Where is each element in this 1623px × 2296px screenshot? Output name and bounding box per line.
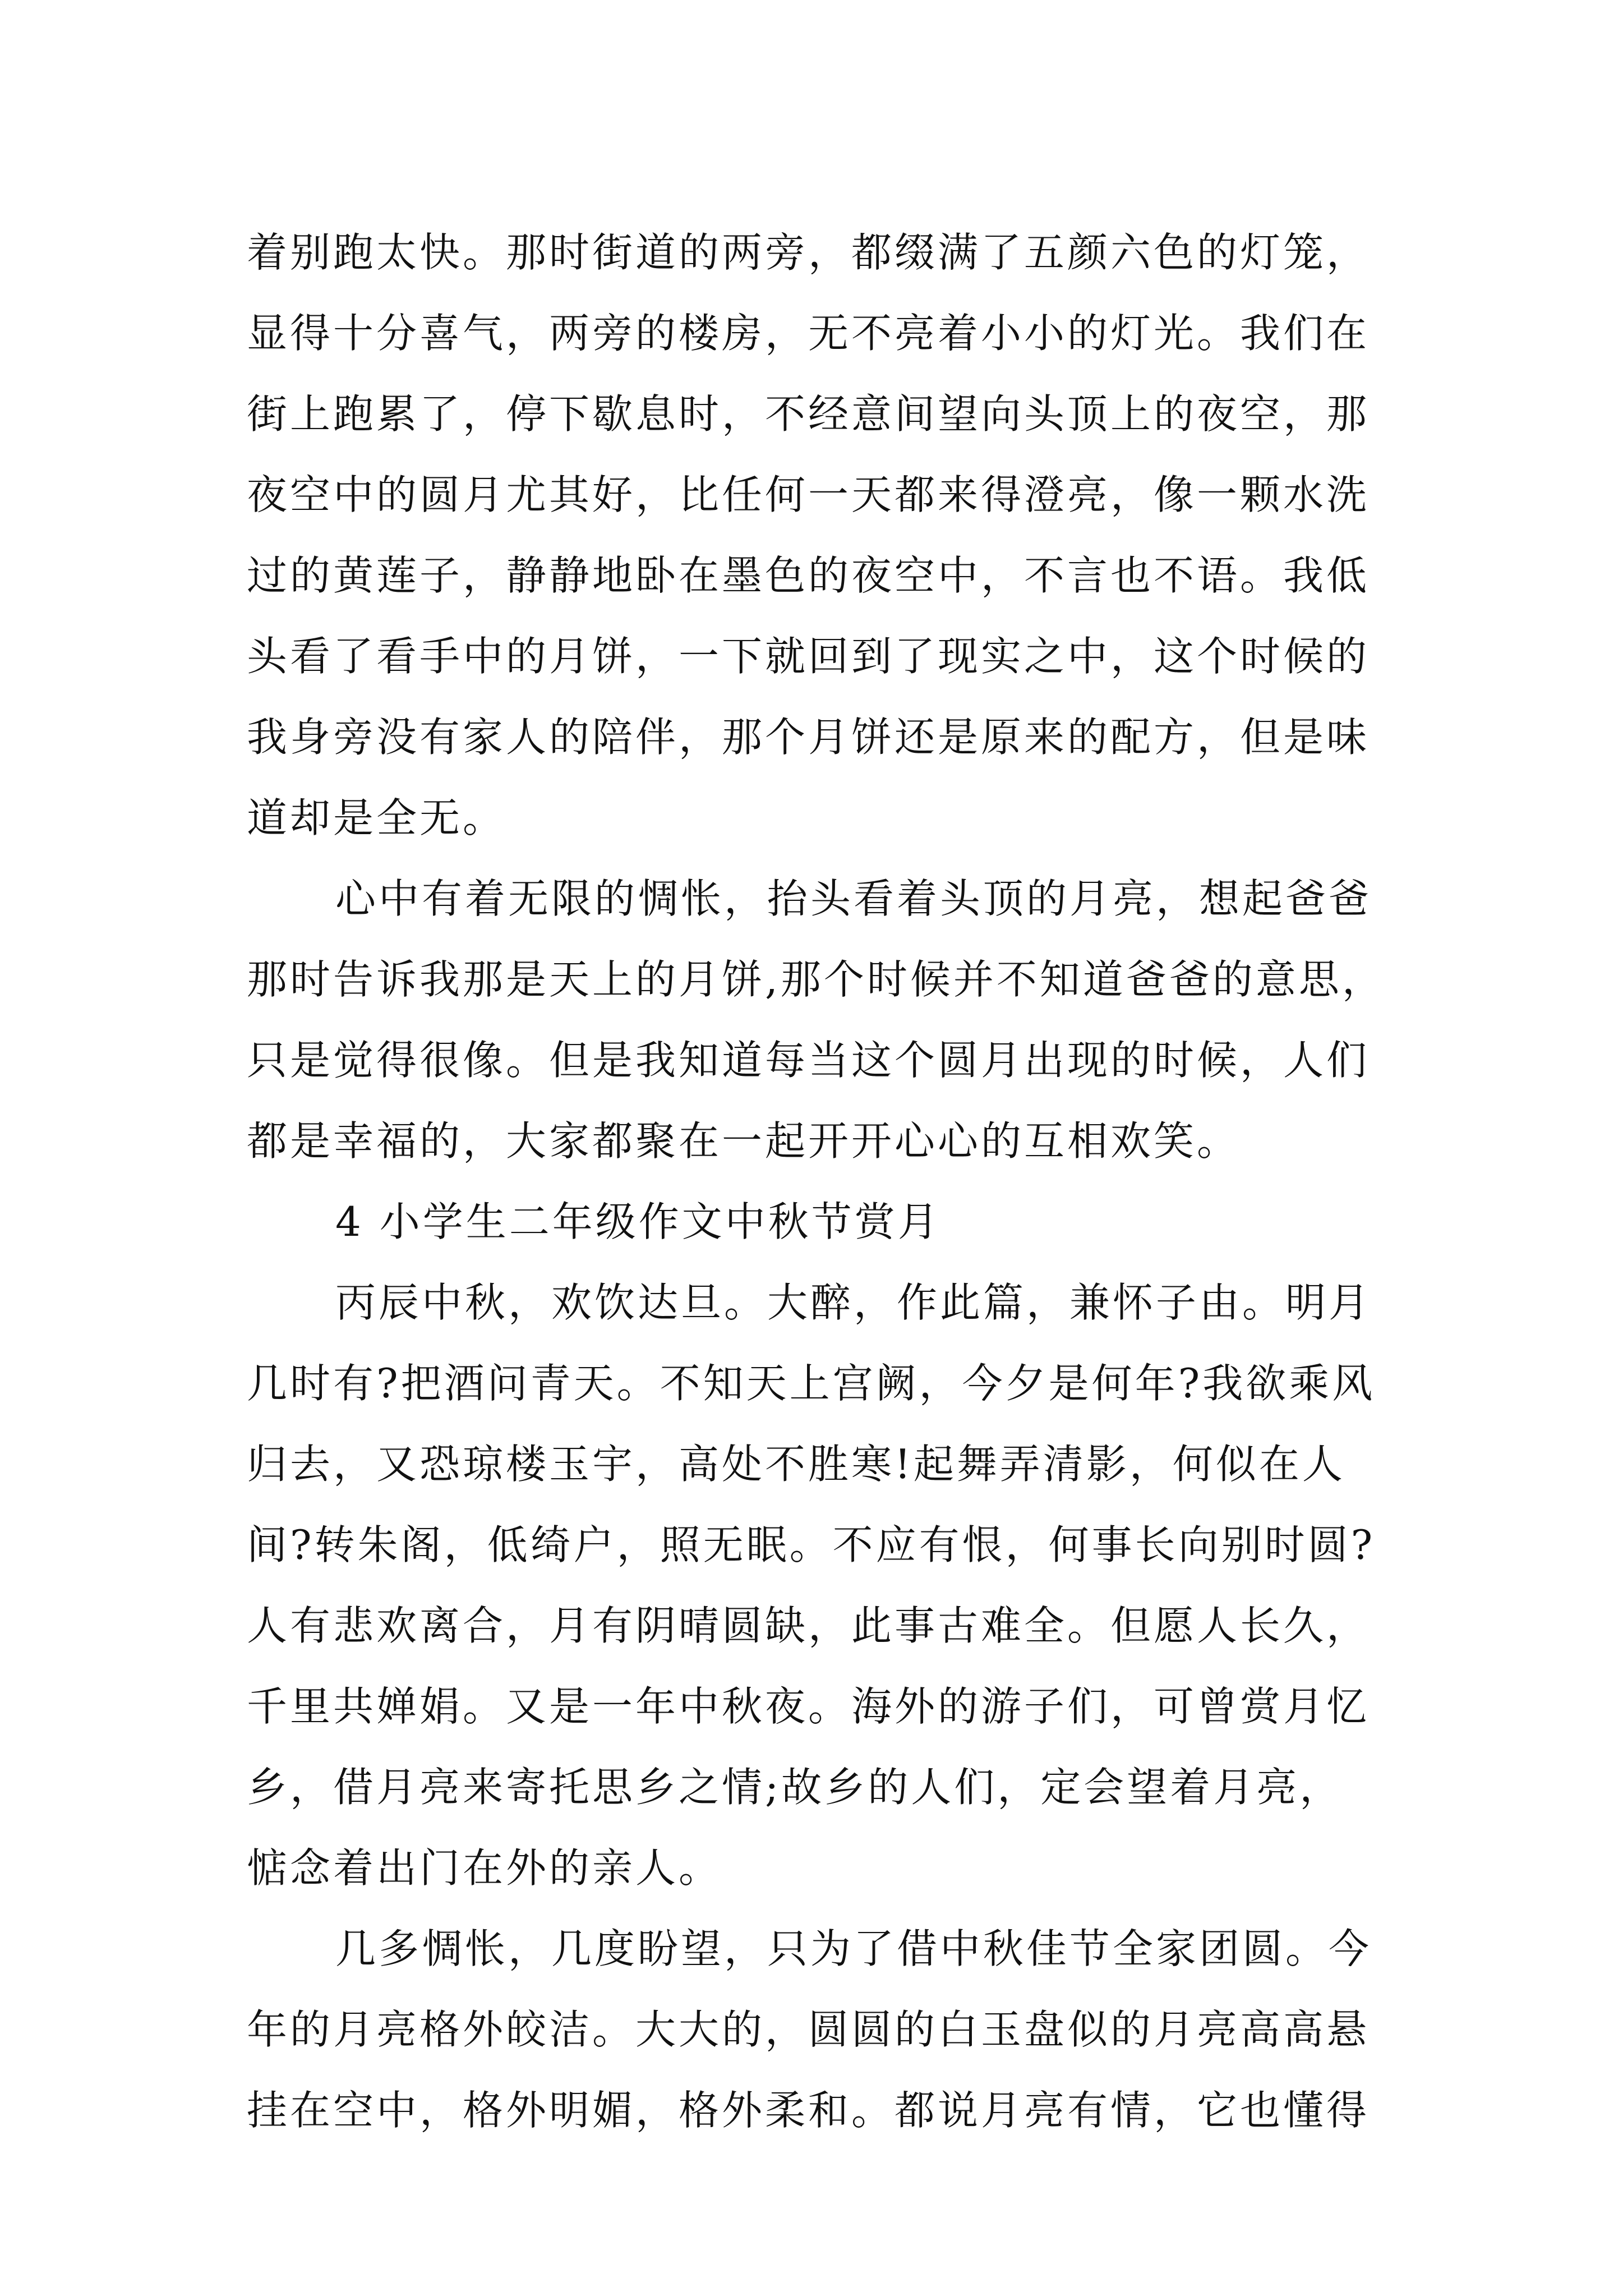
text-line: 都是幸福的，大家都聚在一起开开心心的互相欢笑。: [247, 1117, 1241, 1165]
text-line: 挂在空中，格外明媚，格外柔和。都说月亮有情，它也懂得: [247, 2087, 1370, 2134]
text-line: 过的黄莲子，静静地卧在墨色的夜空中，不言也不语。我低: [247, 552, 1370, 599]
text-line: 道却是全无。: [247, 794, 506, 841]
text-line: 只是觉得很像。但是我知道每当这个圆月出现的时候，人们: [247, 1037, 1370, 1084]
text-line: 归去，又恐琼楼玉宇，高处不胜寒!起舞弄清影，何似在人: [247, 1441, 1345, 1488]
text-line: 丙辰中秋，欢饮达旦。大醉，作此篇，兼怀子由。明月: [335, 1279, 1372, 1326]
text-line: 惦念着出门在外的亲人。: [247, 1844, 722, 1892]
text-line: 我身旁没有家人的陪伴，那个月饼还是原来的配方，但是味: [247, 714, 1370, 761]
text-line: 着别跑太快。那时街道的两旁，都缀满了五颜六色的灯笼，: [247, 229, 1370, 276]
text-line: 千里共婵娟。又是一年中秋夜。海外的游子们，可曾赏月忆: [247, 1683, 1370, 1730]
text-line: 年的月亮格外皎洁。大大的，圆圆的白玉盘似的月亮高高悬: [247, 2006, 1370, 2053]
text-line: 人有悲欢离合，月有阴晴圆缺，此事古难全。但愿人长久，: [247, 1602, 1370, 1649]
text-line: 几多惆怅，几度盼望，只为了借中秋佳节全家团圆。今: [335, 1925, 1372, 1972]
text-line: 间?转朱阁，低绮户，照无眠。不应有恨，何事长向别时圆?: [247, 1521, 1376, 1568]
section-heading: 4 小学生二年级作文中秋节赏月: [335, 1198, 941, 1245]
text-line: 街上跑累了，停下歇息时，不经意间望向头顶上的夜空，那: [247, 390, 1370, 438]
text-line: 心中有着无限的惆怅，抬头看着头顶的月亮，想起爸爸: [335, 875, 1372, 922]
text-line: 几时有?把酒问青天。不知天上宫阙，今夕是何年?我欲乘风: [247, 1360, 1376, 1407]
text-line: 那时告诉我那是天上的月饼,那个时候并不知道爸爸的意思，: [247, 956, 1385, 1003]
text-line: 夜空中的圆月尤其好，比任何一天都来得澄亮，像一颗水洗: [247, 471, 1370, 518]
text-line: 显得十分喜气，两旁的楼房，无不亮着小小的灯光。我们在: [247, 310, 1370, 357]
text-line: 乡，借月亮来寄托思乡之情;故乡的人们，定会望着月亮，: [247, 1764, 1343, 1811]
text-line: 头看了看手中的月饼，一下就回到了现实之中，这个时候的: [247, 633, 1370, 680]
document-body: [247, 212, 1385, 2151]
